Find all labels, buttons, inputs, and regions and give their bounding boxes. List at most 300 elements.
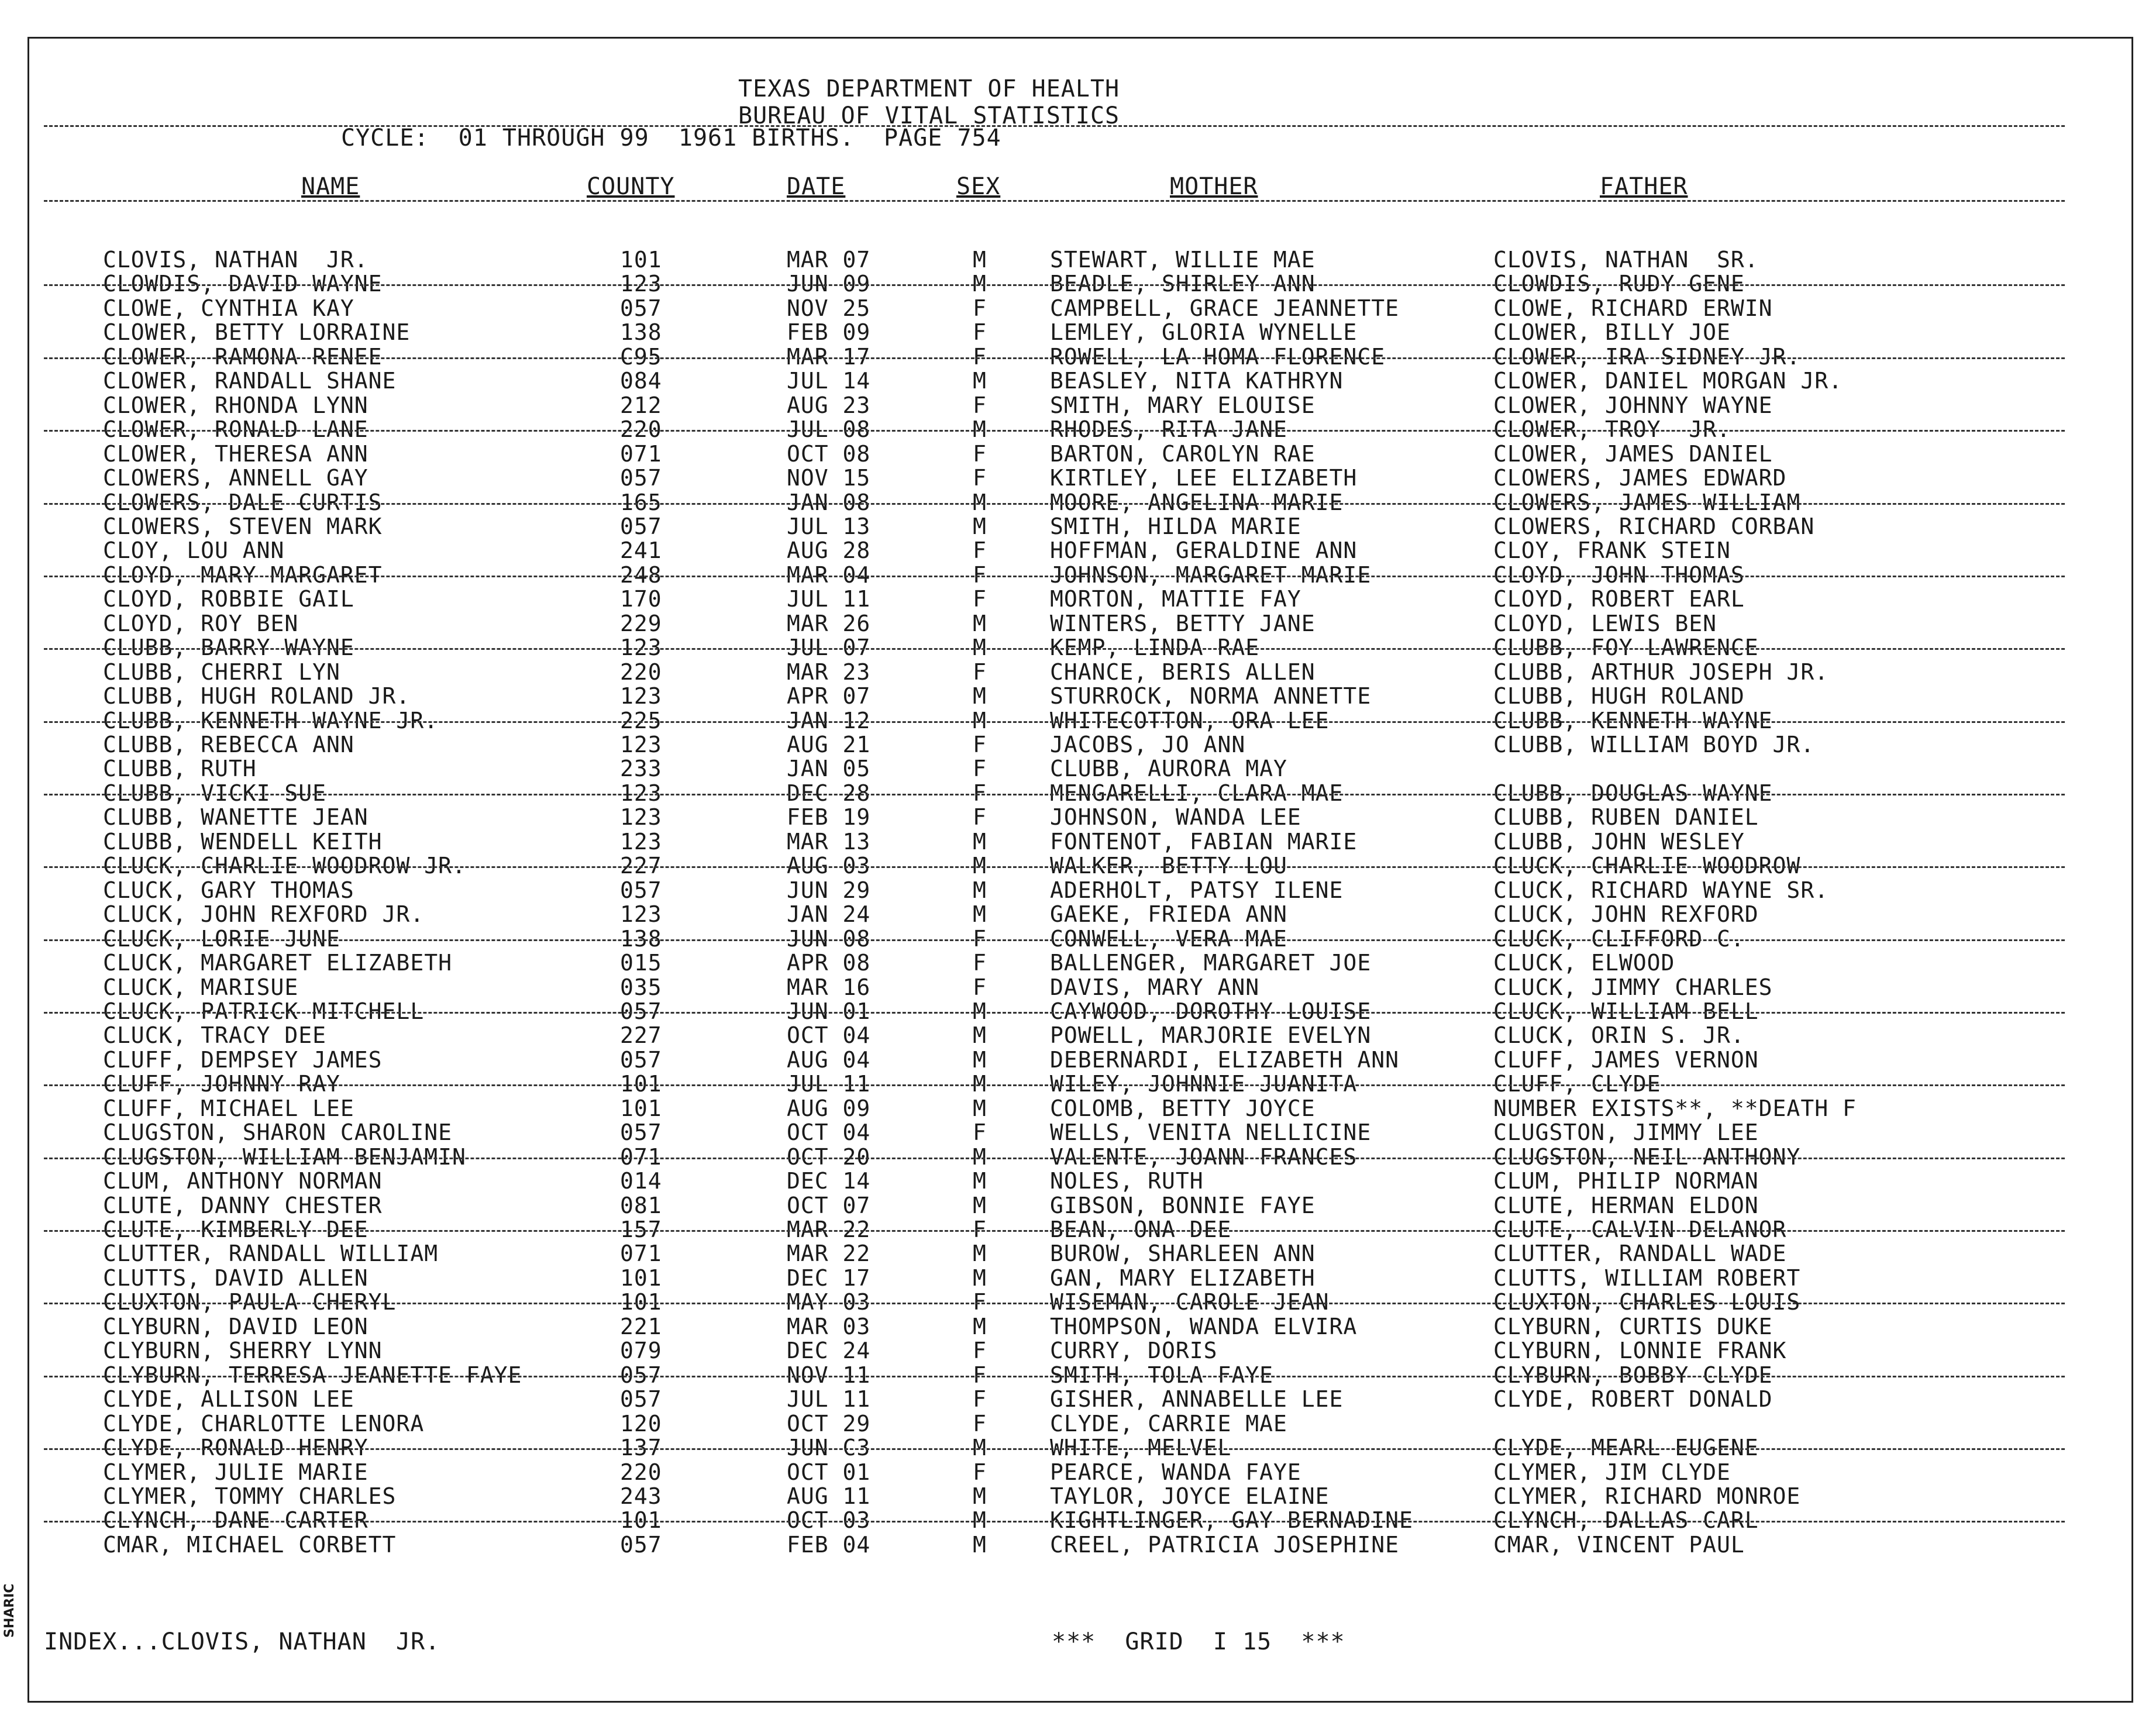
row-name: CLUBB, BARRY WAYNE bbox=[103, 635, 354, 661]
row-sex: M bbox=[973, 1313, 987, 1339]
row-sex: F bbox=[973, 925, 987, 952]
row-mother: CREEL, PATRICIA JOSEPHINE bbox=[1050, 1531, 1399, 1558]
row-group-divider bbox=[44, 576, 2065, 577]
row-sex: M bbox=[973, 901, 987, 928]
row-county: 101 bbox=[620, 1071, 662, 1097]
table-row bbox=[0, 1314, 2135, 1339]
side-label: SHARIC bbox=[2, 1583, 17, 1638]
row-county: 057 bbox=[620, 998, 662, 1024]
row-date: APR 08 bbox=[787, 950, 871, 976]
row-county: 057 bbox=[620, 877, 662, 903]
row-county: 123 bbox=[620, 732, 662, 757]
table-row bbox=[0, 732, 2135, 757]
row-father: CLOWER, DANIEL MORGAN JR. bbox=[1493, 368, 1843, 394]
table-row bbox=[0, 1387, 2135, 1411]
table-row bbox=[0, 345, 2135, 369]
row-father: CLUTE, HERMAN ELDON bbox=[1493, 1192, 1759, 1218]
row-father: NUMBER EXISTS**, **DEATH F bbox=[1493, 1095, 1857, 1121]
row-sex: M bbox=[973, 1143, 987, 1170]
row-date: OCT 04 bbox=[787, 1022, 871, 1049]
column-header-divider bbox=[44, 200, 2065, 202]
row-mother: JACOBS, JO ANN bbox=[1050, 732, 1246, 757]
row-mother: LEMLEY, GLORIA WYNELLE bbox=[1050, 319, 1358, 346]
row-name: CLUCK, LORIE JUNE bbox=[103, 925, 340, 952]
row-mother: KEMP, LINDA RAE bbox=[1050, 635, 1260, 661]
row-name: CLOYD, ROBBIE GAIL bbox=[103, 586, 354, 612]
row-date: APR 07 bbox=[787, 683, 871, 709]
table-row bbox=[0, 853, 2135, 878]
row-county: 101 bbox=[620, 1265, 662, 1291]
row-date: MAR 17 bbox=[787, 343, 871, 370]
header-bureau: BUREAU OF VITAL STATISTICS bbox=[738, 102, 1120, 129]
row-group-divider bbox=[44, 1158, 2065, 1159]
row-date: MAR 23 bbox=[787, 659, 871, 685]
row-name: CLYDE, ALLISON LEE bbox=[103, 1386, 354, 1413]
row-county: 123 bbox=[620, 780, 662, 806]
row-father: CLUFF, JAMES VERNON bbox=[1493, 1046, 1759, 1073]
row-mother: KIRTLEY, LEE ELIZABETH bbox=[1050, 465, 1358, 491]
row-county: 057 bbox=[620, 1531, 662, 1558]
table-row bbox=[0, 587, 2135, 611]
row-mother: GAN, MARY ELIZABETH bbox=[1050, 1265, 1316, 1291]
row-name: CLUBB, HUGH ROLAND JR. bbox=[103, 683, 411, 709]
row-sex: M bbox=[973, 247, 987, 273]
row-father: CLUBB, DOUGLAS WAYNE bbox=[1493, 780, 1773, 806]
row-sex: F bbox=[973, 1410, 987, 1437]
table-row bbox=[0, 1217, 2135, 1242]
row-county: 170 bbox=[620, 586, 662, 612]
row-date: AUG 03 bbox=[787, 853, 871, 879]
row-date: OCT 29 bbox=[787, 1410, 871, 1437]
row-father: CLUBB, FOY LAWRENCE bbox=[1493, 635, 1759, 661]
row-name: CLUCK, PATRICK MITCHELL bbox=[103, 998, 425, 1024]
row-date: MAR 07 bbox=[787, 247, 871, 273]
row-group-divider bbox=[44, 866, 2065, 868]
row-name: CLOWER, RAMONA RENEE bbox=[103, 343, 383, 370]
row-sex: M bbox=[973, 1046, 987, 1073]
row-county: 227 bbox=[620, 853, 662, 879]
row-father: CLYMER, JIM CLYDE bbox=[1493, 1459, 1731, 1485]
row-mother: GAEKE, FRIEDA ANN bbox=[1050, 901, 1287, 928]
row-sex: M bbox=[973, 610, 987, 636]
row-mother: NOLES, RUTH bbox=[1050, 1168, 1204, 1194]
row-county: 071 bbox=[620, 1143, 662, 1170]
row-father: CLUCK, ORIN S. JR. bbox=[1493, 1022, 1745, 1049]
row-mother: JOHNSON, WANDA LEE bbox=[1050, 804, 1301, 831]
table-row bbox=[0, 926, 2135, 951]
table-row bbox=[0, 1193, 2135, 1218]
row-group-divider bbox=[44, 284, 2065, 286]
row-sex: M bbox=[973, 1435, 987, 1461]
row-county: 084 bbox=[620, 368, 662, 394]
row-name: CLUCK, TRACY DEE bbox=[103, 1022, 327, 1049]
row-date: MAR 13 bbox=[787, 828, 871, 855]
table-row bbox=[0, 1484, 2135, 1508]
table-row bbox=[0, 1460, 2135, 1484]
row-sex: M bbox=[973, 513, 987, 539]
table-row bbox=[0, 950, 2135, 975]
row-mother: FONTENOT, FABIAN MARIE bbox=[1050, 828, 1358, 855]
row-father: CLOWERS, JAMES EDWARD bbox=[1493, 465, 1787, 491]
row-mother: CURRY, DORIS bbox=[1050, 1338, 1218, 1364]
row-name: CLOVIS, NATHAN JR. bbox=[103, 247, 369, 273]
row-name: CLUGSTON, WILLIAM BENJAMIN bbox=[103, 1143, 466, 1170]
row-county: 035 bbox=[620, 974, 662, 1000]
row-county: 243 bbox=[620, 1483, 662, 1509]
row-father: CLOWE, RICHARD ERWIN bbox=[1493, 295, 1773, 321]
row-mother: THOMPSON, WANDA ELVIRA bbox=[1050, 1313, 1358, 1339]
row-date: MAR 16 bbox=[787, 974, 871, 1000]
row-sex: M bbox=[973, 683, 987, 709]
row-sex: M bbox=[973, 1241, 987, 1267]
row-date: AUG 21 bbox=[787, 732, 871, 757]
row-sex: M bbox=[973, 1507, 987, 1534]
row-sex: F bbox=[973, 295, 987, 321]
row-sex: F bbox=[973, 780, 987, 806]
row-date: OCT 03 bbox=[787, 1507, 871, 1534]
table-row bbox=[0, 538, 2135, 563]
row-father: CLUBB, WILLIAM BOYD JR. bbox=[1493, 732, 1815, 757]
row-name: CLUTTS, DAVID ALLEN bbox=[103, 1265, 369, 1291]
row-name: CLOWE, CYNTHIA KAY bbox=[103, 295, 354, 321]
row-father: CLOWER, IRA SIDNEY JR. bbox=[1493, 343, 1801, 370]
row-name: CLYDE, RONALD HENRY bbox=[103, 1435, 369, 1461]
row-county: 123 bbox=[620, 683, 662, 709]
table-row bbox=[0, 1048, 2135, 1072]
table-row bbox=[0, 1096, 2135, 1121]
row-date: JUL 11 bbox=[787, 1071, 871, 1097]
row-father: CLOWER, TROY JR. bbox=[1493, 416, 1731, 443]
table-row bbox=[0, 247, 2135, 272]
row-name: CLOYD, ROY BEN bbox=[103, 610, 299, 636]
row-mother: BUROW, SHARLEEN ANN bbox=[1050, 1241, 1316, 1267]
row-date: AUG 28 bbox=[787, 538, 871, 564]
table-row bbox=[0, 999, 2135, 1024]
row-sex: F bbox=[973, 974, 987, 1000]
table-row bbox=[0, 1266, 2135, 1290]
row-group-divider bbox=[44, 1012, 2065, 1014]
row-sex: M bbox=[973, 853, 987, 879]
table-row bbox=[0, 368, 2135, 393]
table-row bbox=[0, 417, 2135, 442]
row-sex: M bbox=[973, 1168, 987, 1194]
row-date: JUL 14 bbox=[787, 368, 871, 394]
row-name: CLOY, LOU ANN bbox=[103, 538, 285, 564]
table-row bbox=[0, 296, 2135, 321]
row-county: 057 bbox=[620, 1046, 662, 1073]
row-county: 138 bbox=[620, 925, 662, 952]
row-sex: F bbox=[973, 1459, 987, 1485]
column-header-date: DATE bbox=[787, 173, 846, 200]
row-date: MAR 26 bbox=[787, 610, 871, 636]
column-header-mother: MOTHER bbox=[1170, 173, 1258, 200]
row-name: CLUM, ANTHONY NORMAN bbox=[103, 1168, 383, 1194]
row-date: DEC 28 bbox=[787, 780, 871, 806]
row-county: 220 bbox=[620, 1459, 662, 1485]
table-row bbox=[0, 902, 2135, 926]
row-mother: CONWELL, VERA MAE bbox=[1050, 925, 1287, 952]
row-date: NOV 25 bbox=[787, 295, 871, 321]
row-group-divider bbox=[44, 430, 2065, 432]
row-mother: GISHER, ANNABELLE LEE bbox=[1050, 1386, 1344, 1413]
header-cycle: CYCLE: 01 THROUGH 99 1961 BIRTHS. PAGE 754 bbox=[341, 125, 1001, 151]
column-header-sex: SEX bbox=[956, 173, 1001, 200]
row-sex: F bbox=[973, 804, 987, 831]
row-sex: M bbox=[973, 828, 987, 855]
row-sex: M bbox=[973, 416, 987, 443]
row-sex: M bbox=[973, 368, 987, 394]
row-date: JUL 13 bbox=[787, 513, 871, 539]
row-county: 101 bbox=[620, 247, 662, 273]
row-name: CLUBB, WENDELL KEITH bbox=[103, 828, 383, 855]
table-row bbox=[0, 442, 2135, 466]
row-name: CLUTE, KIMBERLY DEE bbox=[103, 1217, 369, 1242]
row-group-divider bbox=[44, 1084, 2065, 1086]
row-father: CLYBURN, BOBBY CLYDE bbox=[1493, 1362, 1773, 1388]
row-name: CLOWER, THERESA ANN bbox=[103, 440, 369, 467]
row-father: CLOY, FRANK STEIN bbox=[1493, 538, 1731, 564]
row-mother: WILEY, JOHNNIE JUANITA bbox=[1050, 1071, 1358, 1097]
row-name: CLUBB, CHERRI LYN bbox=[103, 659, 340, 685]
row-mother: VALENTE, JOANN FRANCES bbox=[1050, 1143, 1358, 1170]
row-county: 220 bbox=[620, 659, 662, 685]
row-father: CLUCK, WILLIAM BELL bbox=[1493, 998, 1759, 1024]
row-father: CLYDE, MEARL EUGENE bbox=[1493, 1435, 1759, 1461]
table-row bbox=[0, 514, 2135, 539]
row-father: CLUTTS, WILLIAM ROBERT bbox=[1493, 1265, 1801, 1291]
row-father: CLUFF, CLYDE bbox=[1493, 1071, 1661, 1097]
table-row bbox=[0, 1532, 2135, 1557]
row-sex: F bbox=[973, 1362, 987, 1388]
table-row bbox=[0, 490, 2135, 515]
row-sex: F bbox=[973, 586, 987, 612]
row-name: CLUCK, JOHN REXFORD JR. bbox=[103, 901, 425, 928]
row-county: 057 bbox=[620, 465, 662, 491]
row-father: CLUTTER, RANDALL WADE bbox=[1493, 1241, 1787, 1267]
row-mother: CHANCE, BERIS ALLEN bbox=[1050, 659, 1316, 685]
row-group-divider bbox=[44, 794, 2065, 795]
row-name: CLOWER, RONALD LANE bbox=[103, 416, 369, 443]
row-father: CLOWER, JOHNNY WAYNE bbox=[1493, 392, 1773, 418]
row-name: CLUFF, JOHNNY RAY bbox=[103, 1071, 340, 1097]
row-father: CLUCK, ELWOOD bbox=[1493, 950, 1675, 976]
row-group-divider bbox=[44, 1376, 2065, 1377]
row-father: CLOYD, ROBERT EARL bbox=[1493, 586, 1745, 612]
table-row bbox=[0, 708, 2135, 733]
row-mother: WHITE, MELVEL bbox=[1050, 1435, 1232, 1461]
row-group-divider bbox=[44, 648, 2065, 650]
table-row bbox=[0, 611, 2135, 636]
row-father: CLUTE, CALVIN DELANOR bbox=[1493, 1217, 1787, 1242]
row-date: JAN 24 bbox=[787, 901, 871, 928]
row-father: CLOWER, BILLY JOE bbox=[1493, 319, 1731, 346]
row-county: 165 bbox=[620, 489, 662, 515]
row-name: CLUBB, WANETTE JEAN bbox=[103, 804, 369, 831]
row-group-divider bbox=[44, 1448, 2065, 1450]
row-father: CLUCK, RICHARD WAYNE SR. bbox=[1493, 877, 1829, 903]
row-date: FEB 09 bbox=[787, 319, 871, 346]
row-county: 071 bbox=[620, 1241, 662, 1267]
row-father: CLOWER, JAMES DANIEL bbox=[1493, 440, 1773, 467]
table-row bbox=[0, 271, 2135, 296]
row-county: 220 bbox=[620, 416, 662, 443]
row-sex: F bbox=[973, 465, 987, 491]
row-date: JUL 11 bbox=[787, 586, 871, 612]
row-name: CLOWER, BETTY LORRAINE bbox=[103, 319, 411, 346]
row-sex: F bbox=[973, 950, 987, 976]
row-date: JAN 12 bbox=[787, 707, 871, 733]
row-county: 057 bbox=[620, 513, 662, 539]
row-sex: F bbox=[973, 319, 987, 346]
row-name: CLUCK, CHARLIE WOODROW JR. bbox=[103, 853, 466, 879]
row-father: CLUCK, CHARLIE WOODROW bbox=[1493, 853, 1801, 879]
row-mother: BARTON, CAROLYN RAE bbox=[1050, 440, 1316, 467]
row-sex: F bbox=[973, 1217, 987, 1242]
row-mother: STEWART, WILLIE MAE bbox=[1050, 247, 1316, 273]
row-date: JUN 08 bbox=[787, 925, 871, 952]
row-name: CLUFF, DEMPSEY JAMES bbox=[103, 1046, 383, 1073]
row-mother: SMITH, TOLA FAYE bbox=[1050, 1362, 1274, 1388]
row-father: CLUGSTON, JIMMY LEE bbox=[1493, 1120, 1759, 1146]
row-father: CLUCK, CLIFFORD C. bbox=[1493, 925, 1745, 952]
row-county: 101 bbox=[620, 1507, 662, 1534]
row-date: MAY 03 bbox=[787, 1289, 871, 1315]
table-row bbox=[0, 1169, 2135, 1193]
row-sex: M bbox=[973, 271, 987, 297]
row-name: CLUBB, RUTH bbox=[103, 756, 257, 782]
row-mother: HOFFMAN, GERALDINE ANN bbox=[1050, 538, 1358, 564]
row-mother: CLUBB, AURORA MAY bbox=[1050, 756, 1287, 782]
row-date: JUN C3 bbox=[787, 1435, 871, 1461]
table-row bbox=[0, 805, 2135, 829]
row-sex: F bbox=[973, 538, 987, 564]
row-date: AUG 04 bbox=[787, 1046, 871, 1073]
row-county: 225 bbox=[620, 707, 662, 733]
row-date: AUG 11 bbox=[787, 1483, 871, 1509]
table-row bbox=[0, 1508, 2135, 1532]
row-county: 123 bbox=[620, 804, 662, 831]
row-sex: M bbox=[973, 489, 987, 515]
table-row bbox=[0, 829, 2135, 854]
column-header-father: FATHER bbox=[1600, 173, 1688, 200]
row-date: JUN 01 bbox=[787, 998, 871, 1024]
row-father: CLYDE, ROBERT DONALD bbox=[1493, 1386, 1773, 1413]
row-date: JUL 08 bbox=[787, 416, 871, 443]
table-row bbox=[0, 975, 2135, 1000]
row-name: CLUCK, GARY THOMAS bbox=[103, 877, 354, 903]
row-date: MAR 04 bbox=[787, 562, 871, 588]
row-county: 123 bbox=[620, 828, 662, 855]
header-agency: TEXAS DEPARTMENT OF HEALTH bbox=[738, 75, 1120, 102]
table-row bbox=[0, 1290, 2135, 1314]
row-father: CLOYD, LEWIS BEN bbox=[1493, 610, 1717, 636]
row-date: OCT 04 bbox=[787, 1120, 871, 1146]
table-row bbox=[0, 563, 2135, 587]
row-name: CLOWER, RHONDA LYNN bbox=[103, 392, 369, 418]
table-row bbox=[0, 684, 2135, 708]
table-row bbox=[0, 320, 2135, 345]
row-mother: GIBSON, BONNIE FAYE bbox=[1050, 1192, 1316, 1218]
row-father: CLUBB, HUGH ROLAND bbox=[1493, 683, 1745, 709]
row-date: MAR 03 bbox=[787, 1313, 871, 1339]
row-mother: BEADLE, SHIRLEY ANN bbox=[1050, 271, 1316, 297]
row-date: OCT 08 bbox=[787, 440, 871, 467]
row-name: CLUBB, REBECCA ANN bbox=[103, 732, 354, 757]
row-mother: WELLS, VENITA NELLICINE bbox=[1050, 1120, 1372, 1146]
row-name: CLUBB, KENNETH WAYNE JR. bbox=[103, 707, 439, 733]
footer-grid: *** GRID I 15 *** bbox=[1052, 1628, 1345, 1655]
row-father: CLUBB, ARTHUR JOSEPH JR. bbox=[1493, 659, 1829, 685]
row-father: CLUM, PHILIP NORMAN bbox=[1493, 1168, 1759, 1194]
table-row bbox=[0, 1145, 2135, 1169]
row-date: OCT 20 bbox=[787, 1143, 871, 1170]
row-date: JUN 29 bbox=[787, 877, 871, 903]
row-mother: BALLENGER, MARGARET JOE bbox=[1050, 950, 1372, 976]
row-county: 229 bbox=[620, 610, 662, 636]
row-date: NOV 15 bbox=[787, 465, 871, 491]
row-date: MAR 22 bbox=[787, 1241, 871, 1267]
row-sex: M bbox=[973, 707, 987, 733]
row-father: CLYNCH, DALLAS CARL bbox=[1493, 1507, 1759, 1534]
row-father: CLUXTON, CHARLES LOUIS bbox=[1493, 1289, 1801, 1315]
row-mother: CAYWOOD, DOROTHY LOUISE bbox=[1050, 998, 1372, 1024]
row-name: CLUCK, MARGARET ELIZABETH bbox=[103, 950, 452, 976]
row-date: FEB 19 bbox=[787, 804, 871, 831]
row-father: CMAR, VINCENT PAUL bbox=[1493, 1531, 1745, 1558]
row-date: JAN 08 bbox=[787, 489, 871, 515]
table-row bbox=[0, 878, 2135, 903]
row-sex: M bbox=[973, 1071, 987, 1097]
row-mother: WINTERS, BETTY JANE bbox=[1050, 610, 1316, 636]
row-name: CLYBURN, TERRESA JEANETTE FAYE bbox=[103, 1362, 522, 1388]
row-name: CLYNCH, DANE CARTER bbox=[103, 1507, 369, 1534]
row-mother: JOHNSON, MARGARET MARIE bbox=[1050, 562, 1372, 588]
row-county: 227 bbox=[620, 1022, 662, 1049]
row-father: CLOWDIS, RUDY GENE bbox=[1493, 271, 1745, 297]
row-father: CLOYD, JOHN THOMAS bbox=[1493, 562, 1745, 588]
row-father: CLOWERS, RICHARD CORBAN bbox=[1493, 513, 1815, 539]
table-row bbox=[0, 1023, 2135, 1048]
table-row bbox=[0, 660, 2135, 684]
row-sex: F bbox=[973, 1120, 987, 1146]
row-date: JUL 11 bbox=[787, 1386, 871, 1413]
row-mother: SMITH, MARY ELOUISE bbox=[1050, 392, 1316, 418]
row-name: CLOWDIS, DAVID WAYNE bbox=[103, 271, 383, 297]
row-sex: M bbox=[973, 1531, 987, 1558]
row-father: CLUBB, JOHN WESLEY bbox=[1493, 828, 1745, 855]
row-mother: BEAN, ONA DEE bbox=[1050, 1217, 1232, 1242]
row-mother: WALKER, BETTY LOU bbox=[1050, 853, 1287, 879]
row-sex: F bbox=[973, 392, 987, 418]
row-name: CLUXTON, PAULA CHERYL bbox=[103, 1289, 397, 1315]
table-row bbox=[0, 1120, 2135, 1145]
row-sex: F bbox=[973, 659, 987, 685]
row-name: CLUBB, VICKI SUE bbox=[103, 780, 327, 806]
row-county: 221 bbox=[620, 1313, 662, 1339]
row-mother: BEASLEY, NITA KATHRYN bbox=[1050, 368, 1344, 394]
row-father: CLOVIS, NATHAN SR. bbox=[1493, 247, 1759, 273]
row-county: C95 bbox=[620, 343, 662, 370]
table-row bbox=[0, 756, 2135, 781]
row-sex: M bbox=[973, 1483, 987, 1509]
row-mother: SMITH, HILDA MARIE bbox=[1050, 513, 1301, 539]
table-row bbox=[0, 635, 2135, 660]
row-sex: F bbox=[973, 756, 987, 782]
row-county: 123 bbox=[620, 271, 662, 297]
row-mother: MOORE, ANGELINA MARIE bbox=[1050, 489, 1344, 515]
row-name: CLUGSTON, SHARON CAROLINE bbox=[103, 1120, 452, 1146]
row-father: CLUCK, JOHN REXFORD bbox=[1493, 901, 1759, 928]
